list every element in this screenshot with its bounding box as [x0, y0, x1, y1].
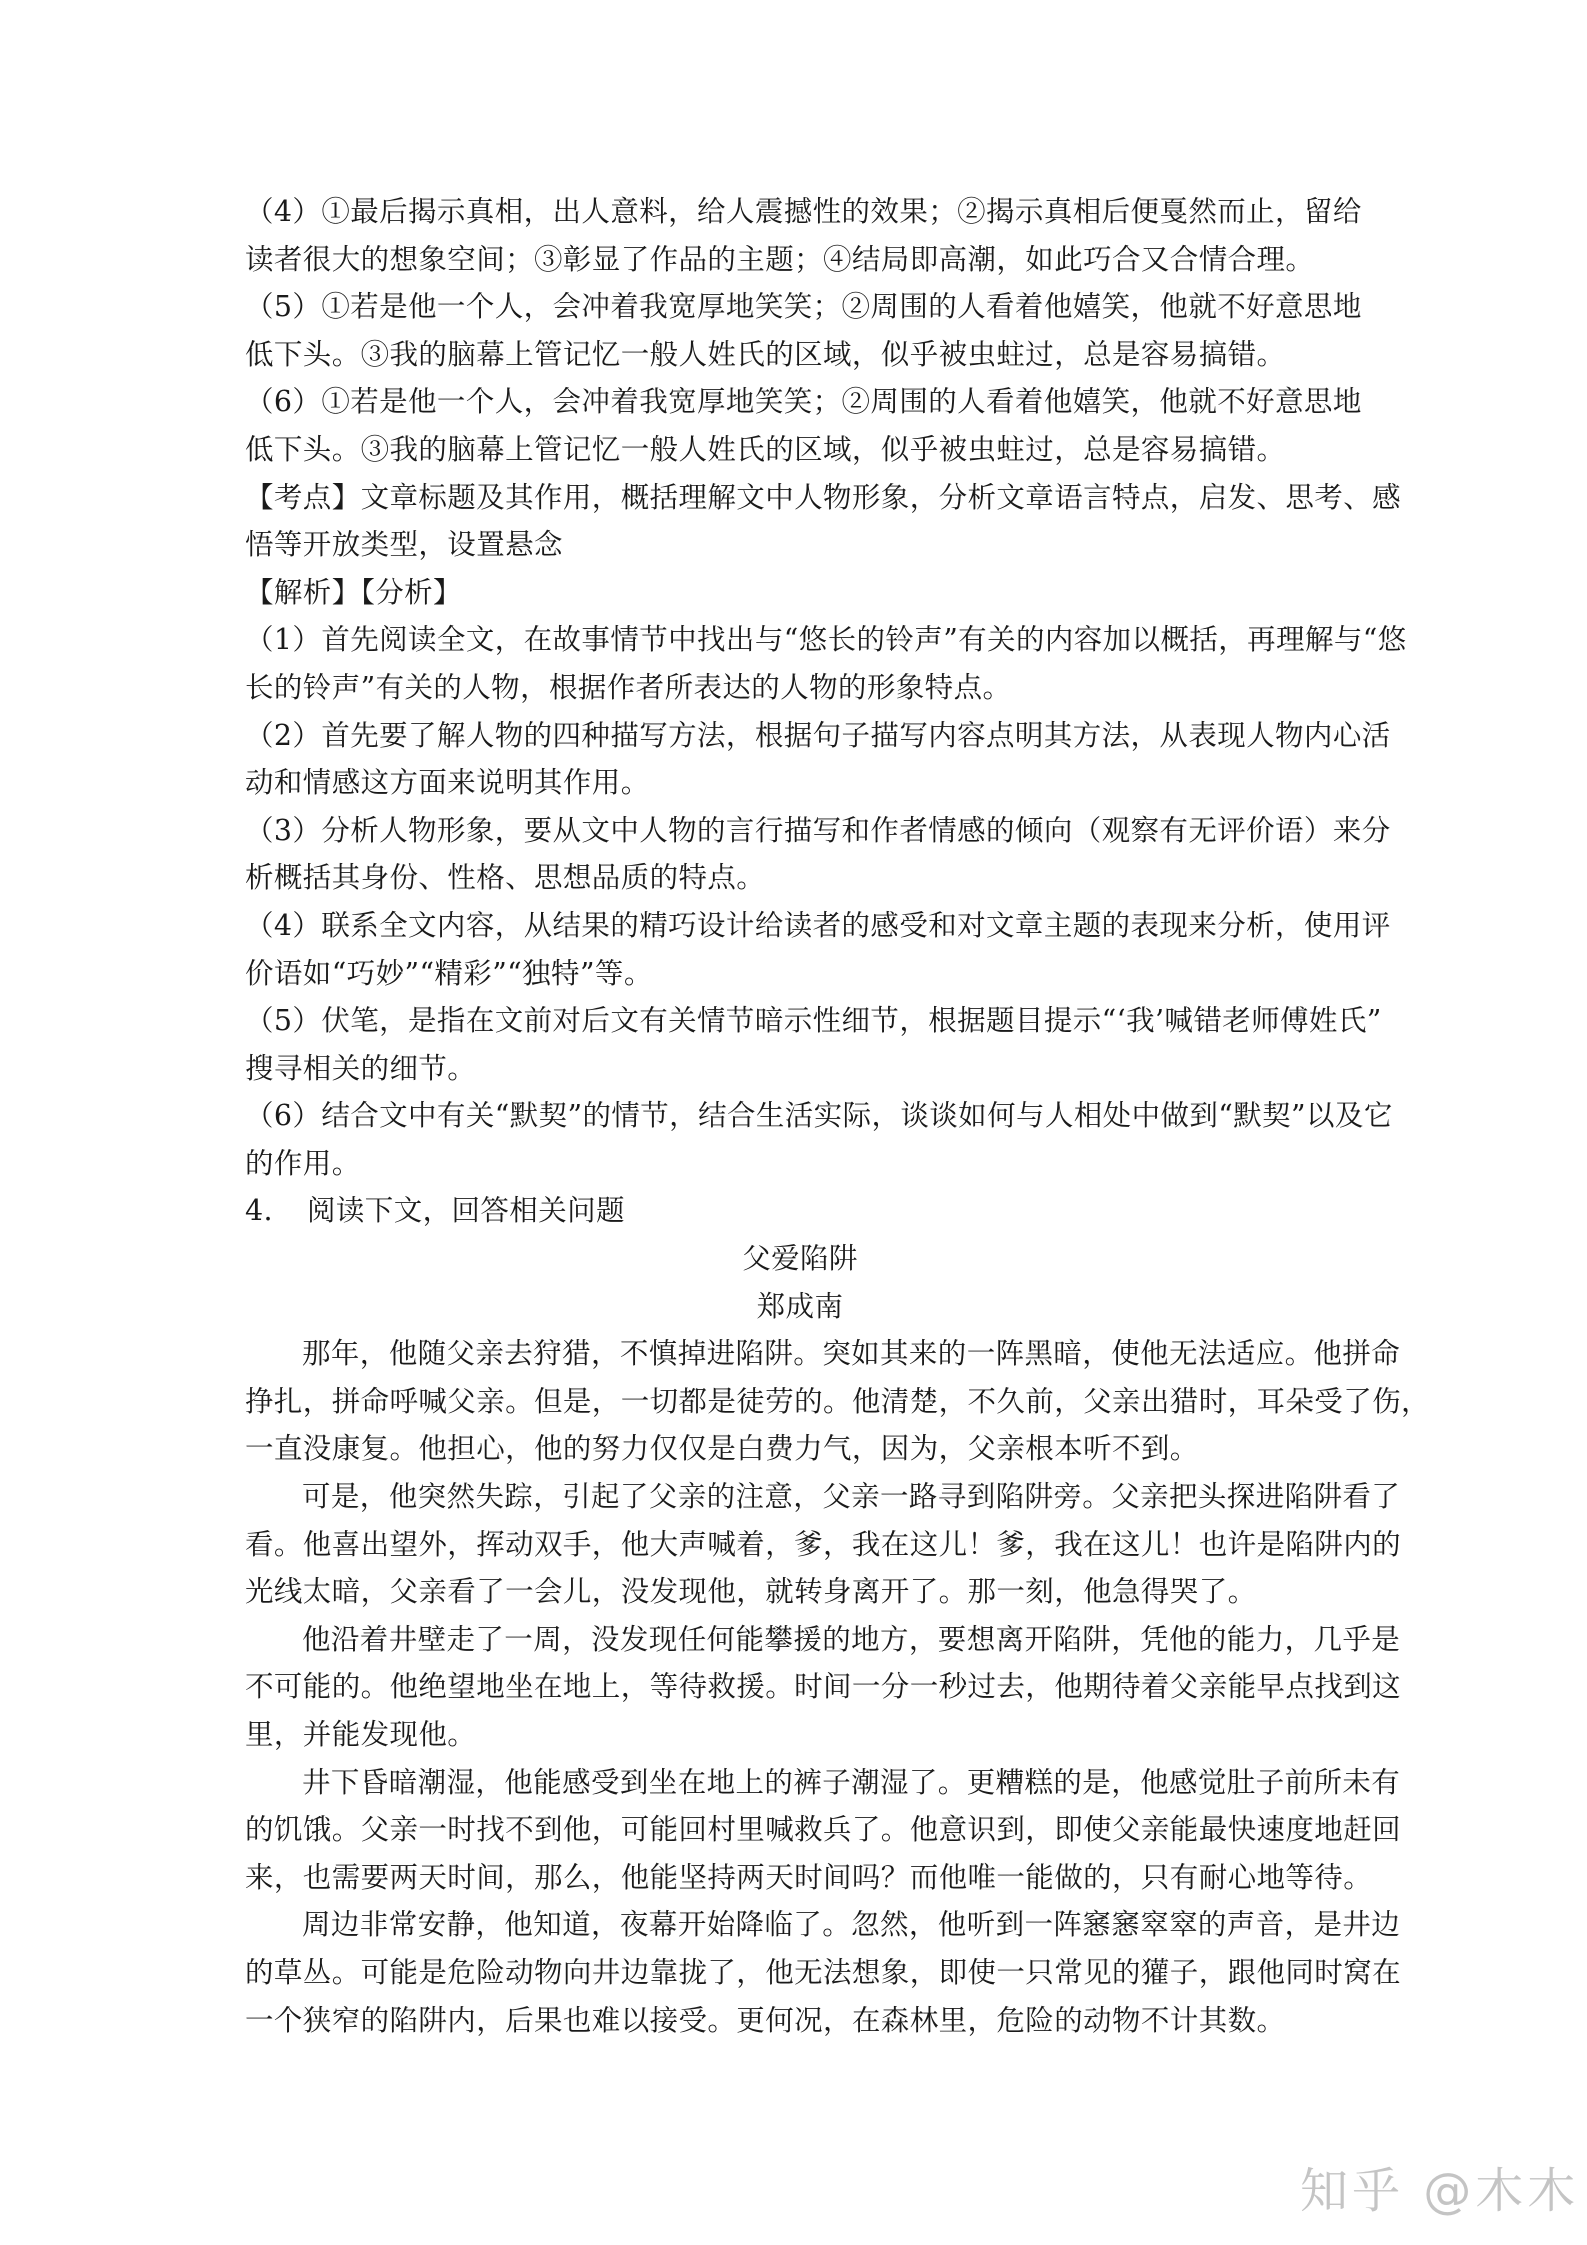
story-line: 一个狭窄的陷阱内，后果也难以接受。更何况，在森林里，危险的动物不计其数。	[245, 2003, 1286, 2037]
story-line: 井下昏暗潮湿，他能感受到坐在地上的裤子潮湿了。更糟糕的是，他感觉肚子前所未有	[302, 1765, 1401, 1799]
story-line: 可是，他突然失踪，引起了父亲的注意，父亲一路寻到陷阱旁。父亲把头探进陷阱看了	[302, 1480, 1401, 1514]
story-line: 的饥饿。父亲一时找不到他，可能回村里喊救兵了。他意识到，即使父亲能最快速度地赶回	[245, 1813, 1402, 1847]
analysis-line: 的作用。	[245, 1146, 361, 1180]
analysis-line: （4）联系全文内容，从结果的精巧设计给读者的感受和对文章主题的表现来分析，使用评	[245, 908, 1391, 942]
story-line: 的草丛。可能是危险动物向井边靠拢了，他无法想象，即使一只常见的獾子，跟他同时窝在	[245, 1955, 1402, 1989]
story-line: 来，也需要两天时间，那么，他能坚持两天时间吗？而他唯一能做的，只有耐心地等待。	[245, 1860, 1373, 1894]
analysis-line: 搜寻相关的细节。	[245, 1051, 477, 1085]
story-line: 挣扎，拼命呼喊父亲。但是，一切都是徒劳的。他清楚，不久前，父亲出猎时，耳朵受了伤，	[245, 1384, 1430, 1418]
analysis-line: 长的铃声”有关的人物，根据作者所表达的人物的形象特点。	[245, 670, 1012, 704]
story-title: 父爱陷阱	[742, 1242, 858, 1276]
analysis-line: （1）首先阅读全文，在故事情节中找出与“悠长的铃声”有关的内容加以概括，再理解与“悠	[245, 623, 1407, 657]
analysis-line: 动和情感这方面来说明其作用。	[245, 766, 650, 800]
question-prompt: 阅读下文，回答相关问题	[307, 1194, 625, 1228]
analysis-line: （3）分析人物形象，要从文中人物的言行描写和作者情感的倾向（观察有无评价语）来分	[245, 813, 1391, 847]
answer-line: 读者很大的想象空间；③彰显了作品的主题；④结局即高潮，如此巧合又合情合理。	[245, 242, 1315, 276]
answer-line: （5）①若是他一个人，会冲着我宽厚地笑笑；②周围的人看着他嬉笑，他就不好意思地	[245, 290, 1362, 324]
kaodian-line: 【考点】文章标题及其作用，概括理解文中人物形象，分析文章语言特点，启发、思考、感	[245, 480, 1402, 514]
analysis-heading: 【解析】【分析】	[245, 575, 462, 609]
question-heading	[245, 1187, 1355, 1235]
answer-line: （4）①最后揭示真相，出人意料，给人震撼性的效果；②揭示真相后便戛然而止，留给	[245, 195, 1362, 228]
story-line: 一直没康复。他担心，他的努力仅仅是白费力气，因为，父亲根本听不到。	[245, 1432, 1199, 1466]
story-line: 里，并能发现他。	[245, 1718, 477, 1751]
kaodian-line: 悟等开放类型，设置悬念	[245, 528, 563, 562]
analysis-line: （5）伏笔，是指在文前对后文有关情节暗示性细节，根据题目提示“‘我’喊错老师傅姓氏”	[245, 1004, 1382, 1038]
analysis-line: 析概括其身份、性格、思想品质的特点。	[245, 861, 766, 895]
story-line: 不可能的。他绝望地坐在地上，等待救援。时间一分一秒过去，他期待着父亲能早点找到这	[245, 1670, 1402, 1704]
story-line: 看。他喜出望外，挥动双手，他大声喊着，爹，我在这儿！爹，我在这儿！也许是陷阱内的	[245, 1527, 1402, 1561]
answer-line: 低下头。③我的脑幕上管记忆一般人姓氏的区域，似乎被虫蛀过，总是容易搞错。	[245, 432, 1286, 466]
story-line: 那年，他随父亲去狩猎，不慎掉进陷阱。突如其来的一阵黑暗，使他无法适应。他拼命	[302, 1337, 1401, 1371]
answer-line: 低下头。③我的脑幕上管记忆一般人姓氏的区域，似乎被虫蛀过，总是容易搞错。	[245, 337, 1286, 371]
analysis-line: （2）首先要了解人物的四种描写方法，根据句子描写内容点明其方法，从表现人物内心活	[245, 718, 1391, 752]
zhihu-watermark: 知乎 @木木	[1300, 2163, 1580, 2219]
story-line: 他沿着井壁走了一周，没发现任何能攀援的地方，要想离开陷阱，凭他的能力，几乎是	[302, 1622, 1401, 1656]
story-line: 光线太暗，父亲看了一会儿，没发现他，就转身离开了。那一刻，他急得哭了。	[245, 1575, 1257, 1609]
analysis-line: 价语如“巧妙”“精彩”“独特”等。	[245, 956, 653, 990]
analysis-line: （6）结合文中有关“默契”的情节，结合生活实际，谈谈如何与人相处中做到“默契”以及它	[245, 1099, 1393, 1133]
story-author: 郑成南	[756, 1289, 844, 1323]
question-number: 4.	[245, 1194, 273, 1228]
answer-line: （6）①若是他一个人，会冲着我宽厚地笑笑；②周围的人看着他嬉笑，他就不好意思地	[245, 385, 1362, 419]
story-line: 周边非常安静，他知道，夜幕开始降临了。忽然，他听到一阵窸窸窣窣的声音，是井边	[302, 1908, 1401, 1942]
document-page	[245, 188, 1430, 2044]
